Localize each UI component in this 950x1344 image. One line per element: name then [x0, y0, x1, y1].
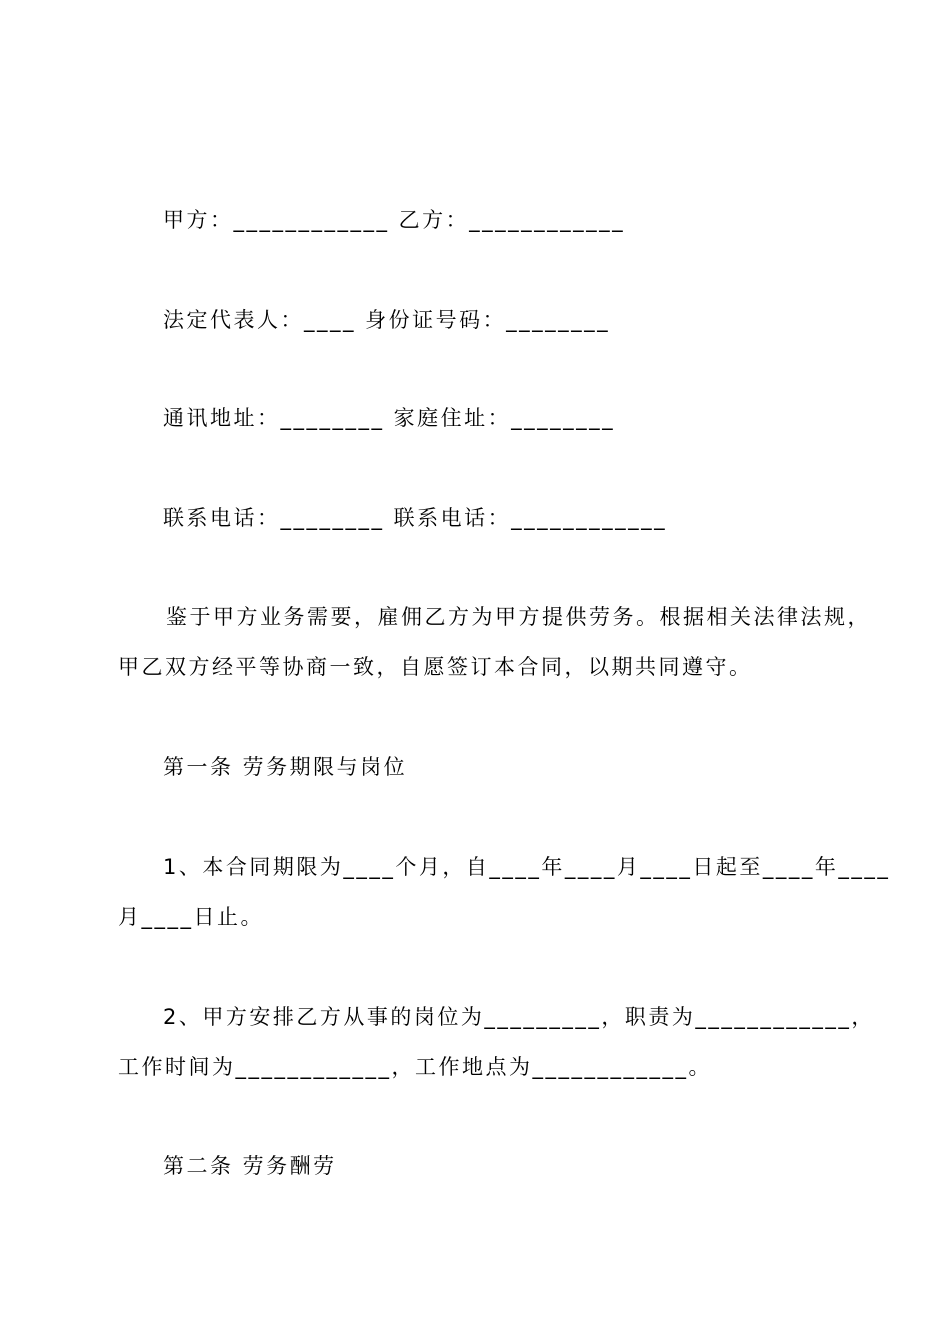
preamble-line-1: 鉴于甲方业务需要，雇佣乙方为甲方提供劳务。根据相关法律法规， [166, 605, 871, 629]
article-2-heading: 第二条 劳务酬劳 [163, 1154, 337, 1178]
article-1-item-2-line-1: 2、甲方安排乙方从事的岗位为_________，职责为____________， [163, 1005, 875, 1029]
party-names-line: 甲方：____________ 乙方：____________ [163, 208, 626, 232]
phone-line: 联系电话：________ 联系电话：____________ [163, 506, 668, 530]
article-1-item-2-line-2: 工作时间为____________，工作地点为____________。 [118, 1055, 712, 1079]
address-line: 通讯地址：________ 家庭住址：________ [163, 406, 616, 430]
legal-representative-line: 法定代表人：____ 身份证号码：________ [163, 308, 611, 332]
article-1-heading: 第一条 劳务期限与岗位 [163, 755, 408, 779]
article-1-item-1-line-1: 1、本合同期限为____个月，自____年____月____日起至____年____ [163, 855, 891, 879]
article-1-item-1-line-2: 月____日止。 [118, 905, 264, 929]
preamble-line-2: 甲乙双方经平等协商一致，自愿签订本合同，以期共同遵守。 [118, 655, 753, 679]
